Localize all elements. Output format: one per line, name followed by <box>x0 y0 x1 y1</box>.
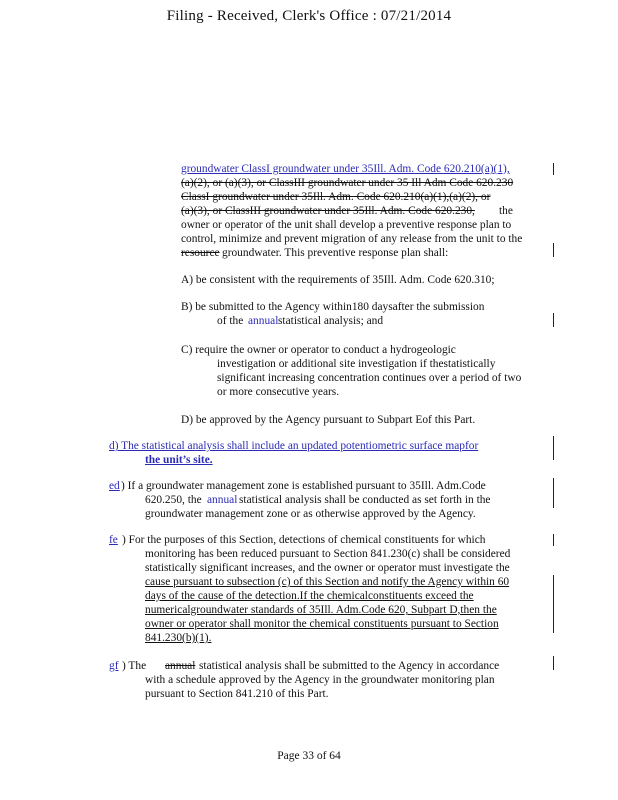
text-line: annual <box>165 660 196 672</box>
text-line: with a schedule approved by the Agency in the groundwater monitoring plan <box>145 674 495 686</box>
text-line: 620.250, the <box>145 494 202 506</box>
text-line: monitoring has been reduced pursuant to Section 841.230(c) shall be considered <box>145 548 511 560</box>
text-line: ed <box>109 480 120 492</box>
text-line: owner or operator shall monitor the chemical constituents pursuant to Section <box>145 618 499 630</box>
page-header: Filing - Received, Clerk's Office : 07/21/2014 <box>166 8 452 24</box>
text-line: ) The <box>122 660 147 672</box>
text-line: annual <box>248 315 279 327</box>
change-bar <box>553 436 554 460</box>
text-line: statistical analysis; and <box>278 315 384 327</box>
text-line: cause pursuant to subsection (c) of this Section and notify the Agency within 60 <box>145 576 510 588</box>
change-bar <box>553 163 554 175</box>
text-line: 841.230(b)(1). <box>145 632 212 644</box>
text-line: groundwater management zone or as otherwise approved by the Agency. <box>145 508 476 520</box>
text-line: resource <box>181 247 220 259</box>
text-line: the <box>499 205 513 217</box>
text-line: ) For the purposes of this Section, detections of chemical constituents for which <box>122 534 486 546</box>
text-line: ) If a groundwater management zone is established pursuant to 35Ill. Adm.Code <box>121 480 486 492</box>
page-number: Page 33 of 64 <box>277 750 341 762</box>
change-bar <box>553 478 554 508</box>
text-line: investigation or additional site investigation if thestatistically <box>217 358 496 370</box>
text-line: (a)(2), or (a)(3), or ClassIII groundwater under 35 Ill Adm Code 620.230 <box>181 177 514 189</box>
text-line: statistically significant increases, and the owner or operator must investigate the <box>145 562 510 574</box>
text-line: numericalgroundwater standards of 35Ill. Adm.Code 620, Subpart D,then the <box>145 604 497 616</box>
text-line: ClassI groundwater under 35Ill. Adm. Code 620.210(a)(1),(a)(2), or <box>181 191 491 203</box>
text-line: fe <box>109 534 118 546</box>
text-line: groundwater ClassI groundwater under 35Ill. Adm. Code 620.210(a)(1), <box>181 163 510 175</box>
change-bar <box>553 575 554 633</box>
text-line: C) require the owner or operator to conduct a hydrogeologic <box>181 344 456 356</box>
text-line: owner or operator of the unit shall develop a preventive response plan to <box>181 219 512 231</box>
text-line: groundwater. This preventive response plan shall: <box>222 247 449 259</box>
change-bar <box>553 243 554 257</box>
text-line: annual <box>207 494 238 506</box>
change-bar <box>553 534 554 546</box>
text-line: days of the cause of the detection.If the chemicalconstituents exceed the <box>145 590 474 602</box>
text-line: d) The statistical analysis shall include an updated potentiometric surface mapfor <box>109 440 479 452</box>
change-bar <box>553 313 554 327</box>
text-line: of the <box>217 315 244 327</box>
change-bar <box>553 656 554 670</box>
text-line: pursuant to Section 841.210 of this Part. <box>145 688 329 700</box>
text-line: (a)(3), or ClassIII groundwater under 35Ill. Adm. Code 620.230, <box>181 205 475 217</box>
text-line: or more consecutive years. <box>217 386 340 398</box>
text-line: statistical analysis shall be conducted as set forth in the <box>239 494 491 506</box>
text-line: A) be consistent with the requirements of 35Ill. Adm. Code 620.310; <box>181 274 495 286</box>
text-line: statistical analysis shall be submitted to the Agency in accordance <box>199 660 500 672</box>
text-line: B) be submitted to the Agency within180 daysafter the submission <box>181 301 485 313</box>
text-line: D) be approved by the Agency pursuant to Subpart Eof this Part. <box>181 414 476 426</box>
text-line: control, minimize and prevent migration of any release from the unit to the <box>181 233 523 245</box>
text-line: gf <box>109 660 119 672</box>
text-line: the unit’s site. <box>145 454 213 466</box>
text-line: significant increasing concentration continues over a period of two <box>217 372 522 384</box>
